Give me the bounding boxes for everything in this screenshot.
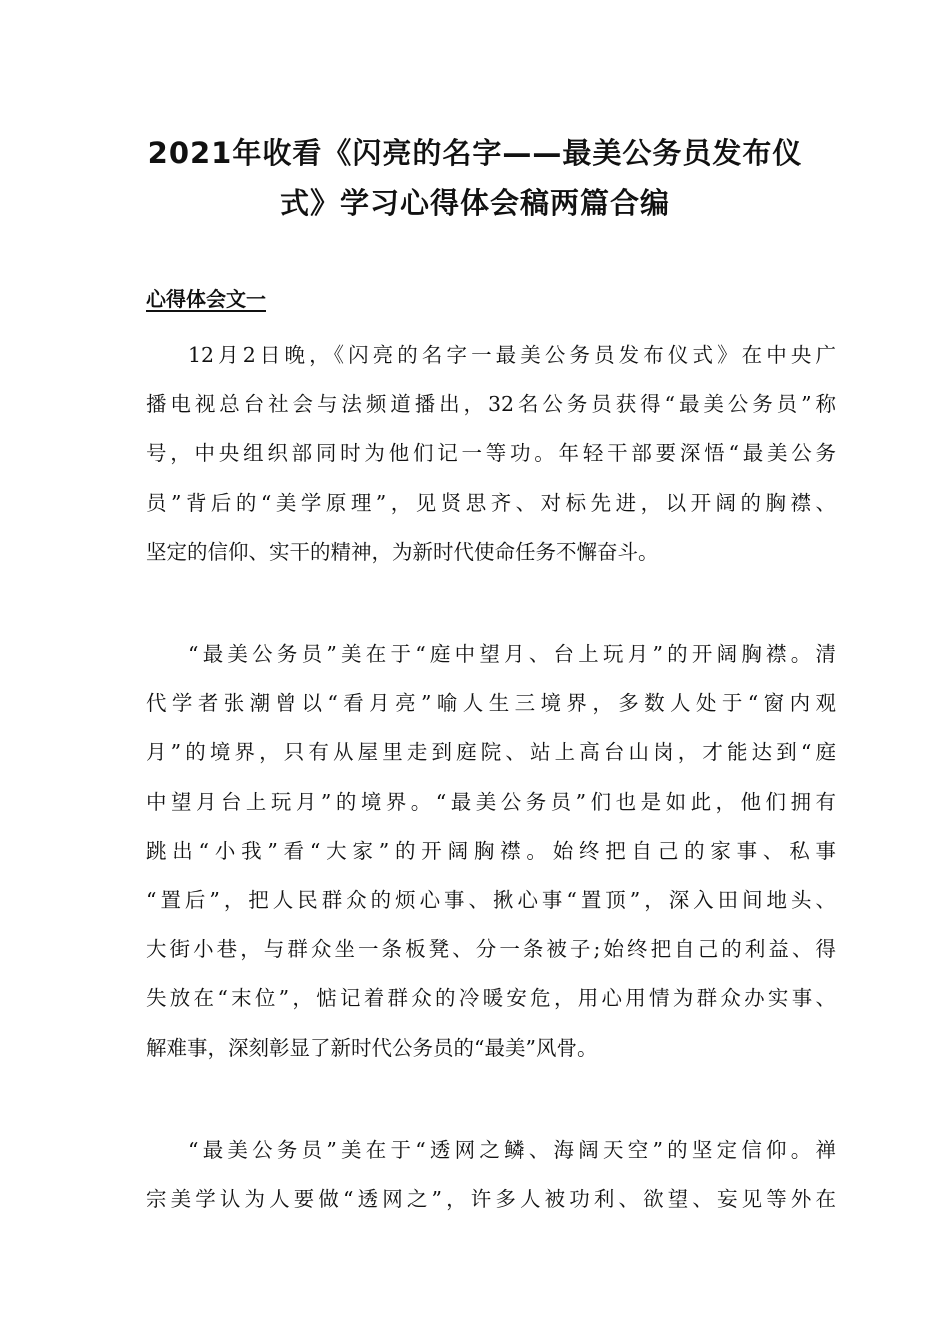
paragraph-line: 员”背后的“美学原理”，见贤思齐、对标先进，以开阔的胸襟、	[146, 490, 836, 515]
paragraph-line: “最美公务员”美在于“庭中望月、台上玩月”的开阔胸襟。清	[188, 642, 836, 666]
paragraph-3	[146, 1126, 836, 1224]
paragraph-2	[146, 630, 836, 1073]
title-line-1: 2021年收看《闪亮的名字——最美公务员发布仪	[147, 136, 803, 170]
paragraph-line: 跳出“小我”看“大家”的开阔胸襟。始终把自己的家事、私事	[146, 838, 836, 863]
paragraph-line: 中望月台上玩月”的境界。“最美公务员”们也是如此，他们拥有	[146, 789, 836, 814]
paragraph-1	[146, 331, 836, 577]
paragraph-line: 号，中央组织部同时为他们记一等功。年轻干部要深悟“最美公务	[146, 441, 836, 466]
paragraph-line: 坚定的信仰、实干的精神，为新时代使命任务不懈奋斗。	[146, 539, 659, 564]
title-line-2: 式》学习心得体会稿两篇合编	[279, 186, 670, 220]
paragraph-line: “最美公务员”美在于“透网之鳞、海阔天空”的坚定信仰。禅	[188, 1138, 836, 1162]
paragraph-line: 宗美学认为人要做“透网之”，许多人被功利、欲望、妄见等外在	[146, 1187, 836, 1212]
paragraph-line: 失放在“末位”，惦记着群众的冷暖安危，用心用情为群众办实事、	[146, 986, 836, 1011]
paragraph-line: 代学者张潮曾以“看月亮”喻人生三境界，多数人处于“窗内观	[146, 691, 836, 716]
paragraph-line: “置后”，把人民群众的烦心事、揪心事“置顶”，深入田间地头、	[146, 887, 836, 912]
paragraph-line: 播电视总台社会与法频道播出，32名公务员获得“最美公务员”称	[146, 392, 836, 417]
paragraph-line: 12月2日晚，《闪亮的名字一最美公务员发布仪式》在中央广	[188, 343, 836, 367]
paragraph-line: 大街小巷，与群众坐一条板凳、分一条被子;始终把自己的利益、得	[146, 937, 836, 962]
section-heading: 心得体会文一	[146, 287, 266, 311]
paragraph-line: 月”的境界，只有从屋里走到庭院、站上高台山岗，才能达到“庭	[146, 740, 836, 765]
document-title	[120, 128, 830, 228]
paragraph-line: 解难事，深刻彰显了新时代公务员的“最美”风骨。	[146, 1035, 598, 1060]
